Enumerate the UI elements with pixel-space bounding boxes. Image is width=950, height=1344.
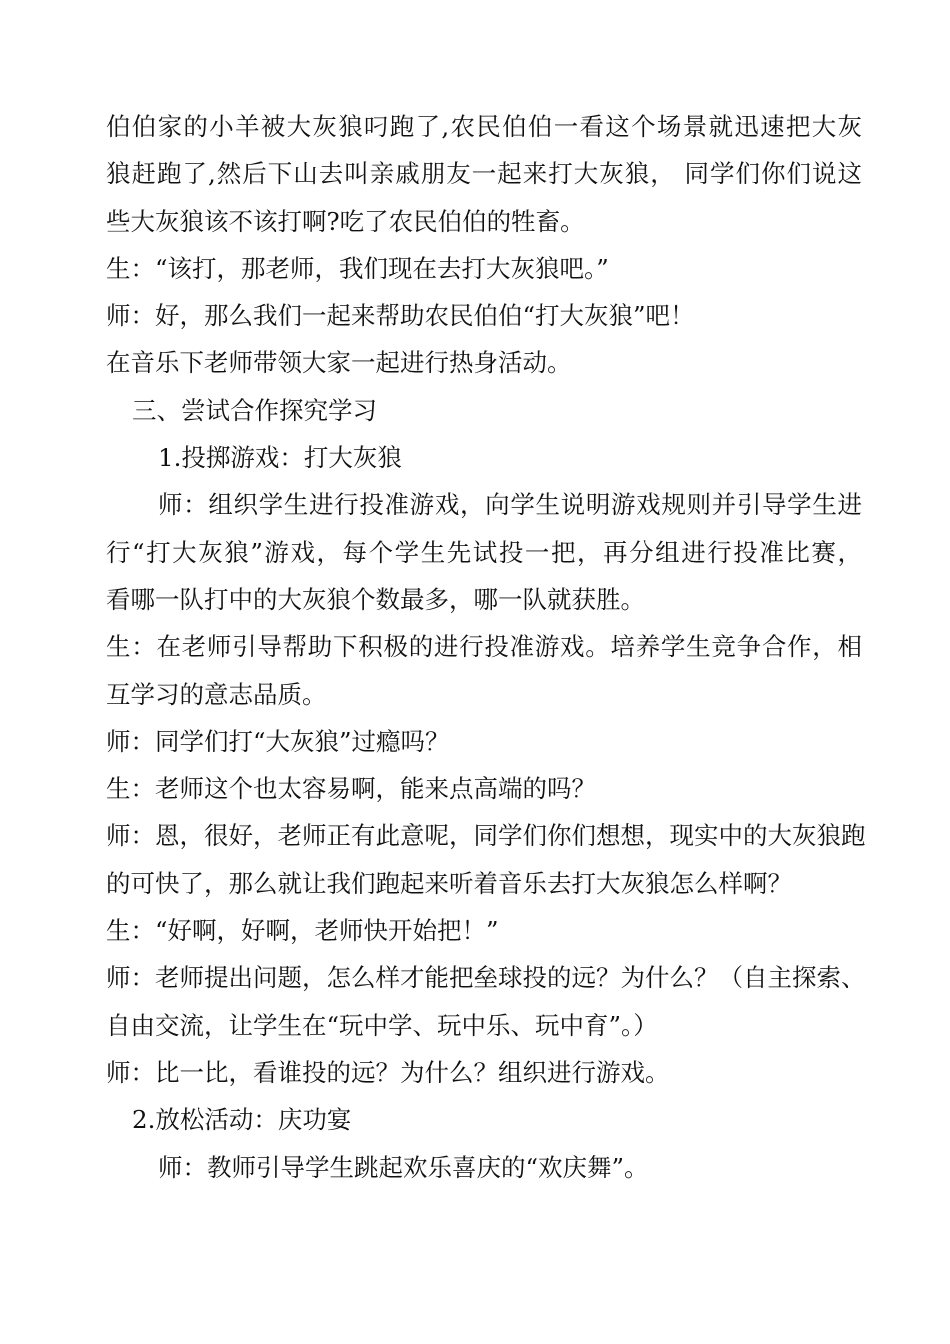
text-line: 互学习的意志品质。 [106, 679, 327, 709]
text-line: 生：“该打，那老师，我们现在去打大灰狼吧。” [106, 253, 609, 283]
text-line: 伯伯家的小羊被大灰狼叼跑了,农民伯伯一看这个场景就迅速把大灰 [106, 112, 862, 141]
text-line: 师：同学们打“大灰狼”过瘾吗？ [106, 726, 450, 756]
text-line: 些大灰狼该不该打啊?吃了农民伯伯的牲畜。 [106, 206, 585, 236]
text-line: 师：比一比，看谁投的远？为什么？组织进行游戏。 [106, 1057, 670, 1087]
text-line: 狼赶跑了,然后下山去叫亲戚朋友一起来打大灰狼， 同学们你们说这 [106, 159, 862, 189]
subsection-heading: 2.放松活动：庆功宴 [132, 1105, 352, 1135]
text-line: 师：好，那么我们一起来帮助农民伯伯“打大灰狼”吧！ [106, 301, 695, 331]
text-line: 师：组织学生进行投准游戏，向学生说明游戏规则并引导学生进 [158, 490, 862, 520]
text-line: 生：“好啊，好啊，老师快开始把！” [106, 916, 499, 946]
text-line: 生：在老师引导帮助下积极的进行投准游戏。培养学生竞争合作，相 [106, 632, 862, 662]
text-line: 师：教师引导学生跳起欢乐喜庆的“欢庆舞”。 [158, 1152, 649, 1182]
text-line: 的可快了，那么就让我们跑起来听着音乐去打大灰狼怎么样啊？ [106, 868, 792, 898]
text-line: 看哪一队打中的大灰狼个数最多，哪一队就获胜。 [106, 584, 645, 614]
text-line: 生：老师这个也太容易啊，能来点高端的吗？ [106, 774, 596, 804]
document-body [106, 103, 866, 1191]
text-line: 在音乐下老师带领大家一起进行热身活动。 [106, 348, 572, 378]
text-line: 自由交流，让学生在“玩中学、玩中乐、玩中育”。） [106, 1010, 658, 1040]
text-line: 师：老师提出问题，怎么样才能把垒球投的远？为什么？（自主探索、 [106, 963, 866, 993]
section-heading: 三、尝试合作探究学习 [132, 395, 377, 425]
text-line: 行“打大灰狼”游戏，每个学生先试投一把，再分组进行投准比赛， [106, 537, 862, 567]
text-line: 师：恩，很好，老师正有此意呢，同学们你们想想，现实中的大灰狼跑 [106, 821, 866, 851]
subsection-heading: 1.投掷游戏：打大灰狼 [158, 443, 402, 473]
